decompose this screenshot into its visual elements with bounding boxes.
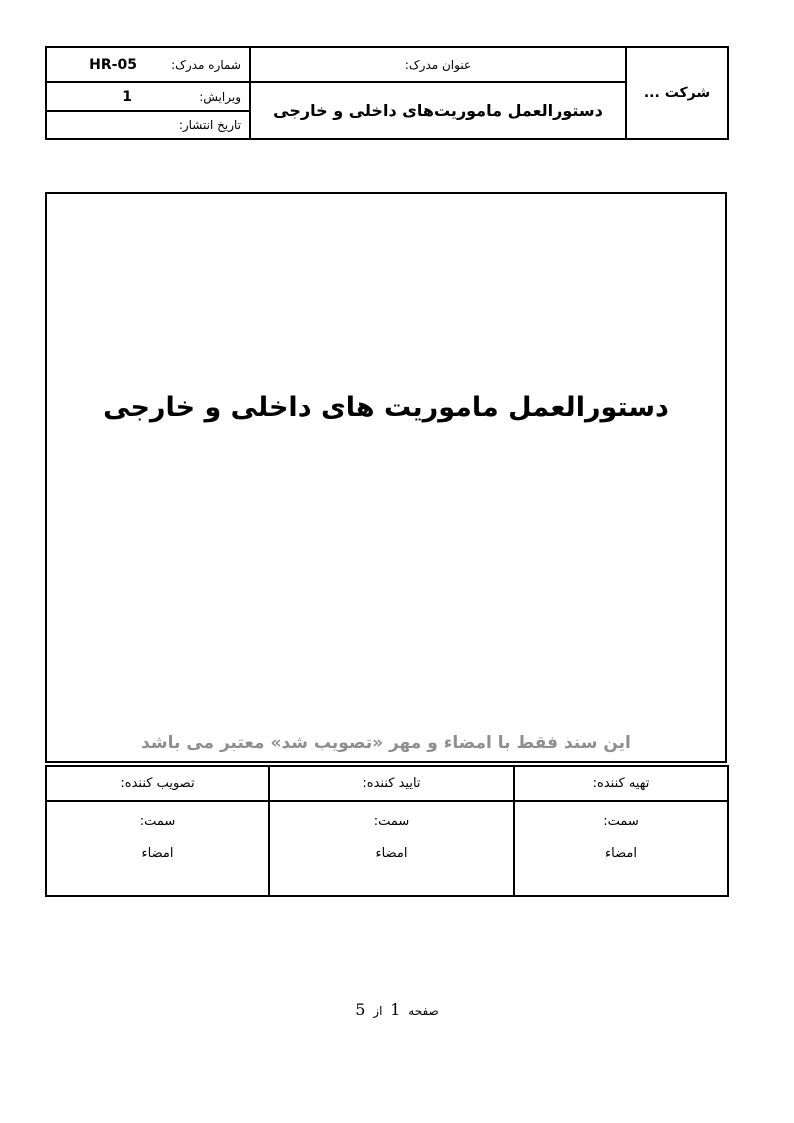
validity-notice: این سند فقط با امضاء و مهر «تصویب شد» معتبر می باشد xyxy=(141,733,631,753)
doc-title-cell xyxy=(250,82,626,139)
doc-title-label-cell xyxy=(250,47,626,82)
document-header-table xyxy=(45,46,729,140)
footer-page-word: صفحه xyxy=(408,1004,439,1018)
approver-signature-label: امضاء xyxy=(141,846,174,861)
footer-total-pages: 5 xyxy=(355,1000,366,1019)
issue-date-row xyxy=(47,118,249,132)
footer-of-word: از xyxy=(373,1004,383,1018)
doc-title-label: عنوان مدرک: xyxy=(404,57,472,72)
page-footer xyxy=(0,1000,794,1019)
revision-row xyxy=(47,89,249,105)
approver-position-label: سمت: xyxy=(139,814,176,829)
company-name-cell xyxy=(626,47,728,139)
doc-title: دستورالعمل ماموریت‌های داخلی و خارجی xyxy=(273,101,603,120)
signature-roles-row xyxy=(46,766,728,801)
footer-page-number: 1 xyxy=(390,1000,401,1019)
signature-body-row xyxy=(46,801,728,896)
approver-role-cell xyxy=(46,766,269,801)
verifier-signature-cell xyxy=(269,801,514,896)
issue-date-label: تاریخ انتشار: xyxy=(178,118,241,132)
issue-date-cell xyxy=(46,111,250,139)
revision-cell xyxy=(46,82,250,111)
revision-label: ویرایش: xyxy=(199,89,241,104)
preparer-signature-label: امضاء xyxy=(605,846,637,861)
verifier-role-label: تایید کننده: xyxy=(362,776,421,791)
company-name: شرکت ... xyxy=(643,85,711,101)
verifier-signature-label: امضاء xyxy=(375,846,408,861)
verifier-role-cell xyxy=(269,766,514,801)
verifier-position-label: سمت: xyxy=(373,814,410,829)
approver-role-label: تصویب کننده: xyxy=(120,776,195,791)
doc-number-label: شماره مدرک: xyxy=(171,57,241,72)
signature-table xyxy=(45,765,729,897)
cover-box xyxy=(45,192,727,763)
revision-value: 1 xyxy=(122,88,132,105)
doc-number-cell xyxy=(46,47,250,82)
preparer-role-label: تهیه کننده: xyxy=(592,776,650,791)
preparer-position-label: سمت: xyxy=(603,814,639,829)
preparer-role-cell xyxy=(514,766,728,801)
doc-number-row xyxy=(47,57,249,73)
cover-main-title: دستورالعمل ماموریت های داخلی و خارجی xyxy=(103,392,669,423)
doc-number-value: HR-05 xyxy=(89,56,137,73)
approver-signature-cell xyxy=(46,801,269,896)
preparer-signature-cell xyxy=(514,801,728,896)
